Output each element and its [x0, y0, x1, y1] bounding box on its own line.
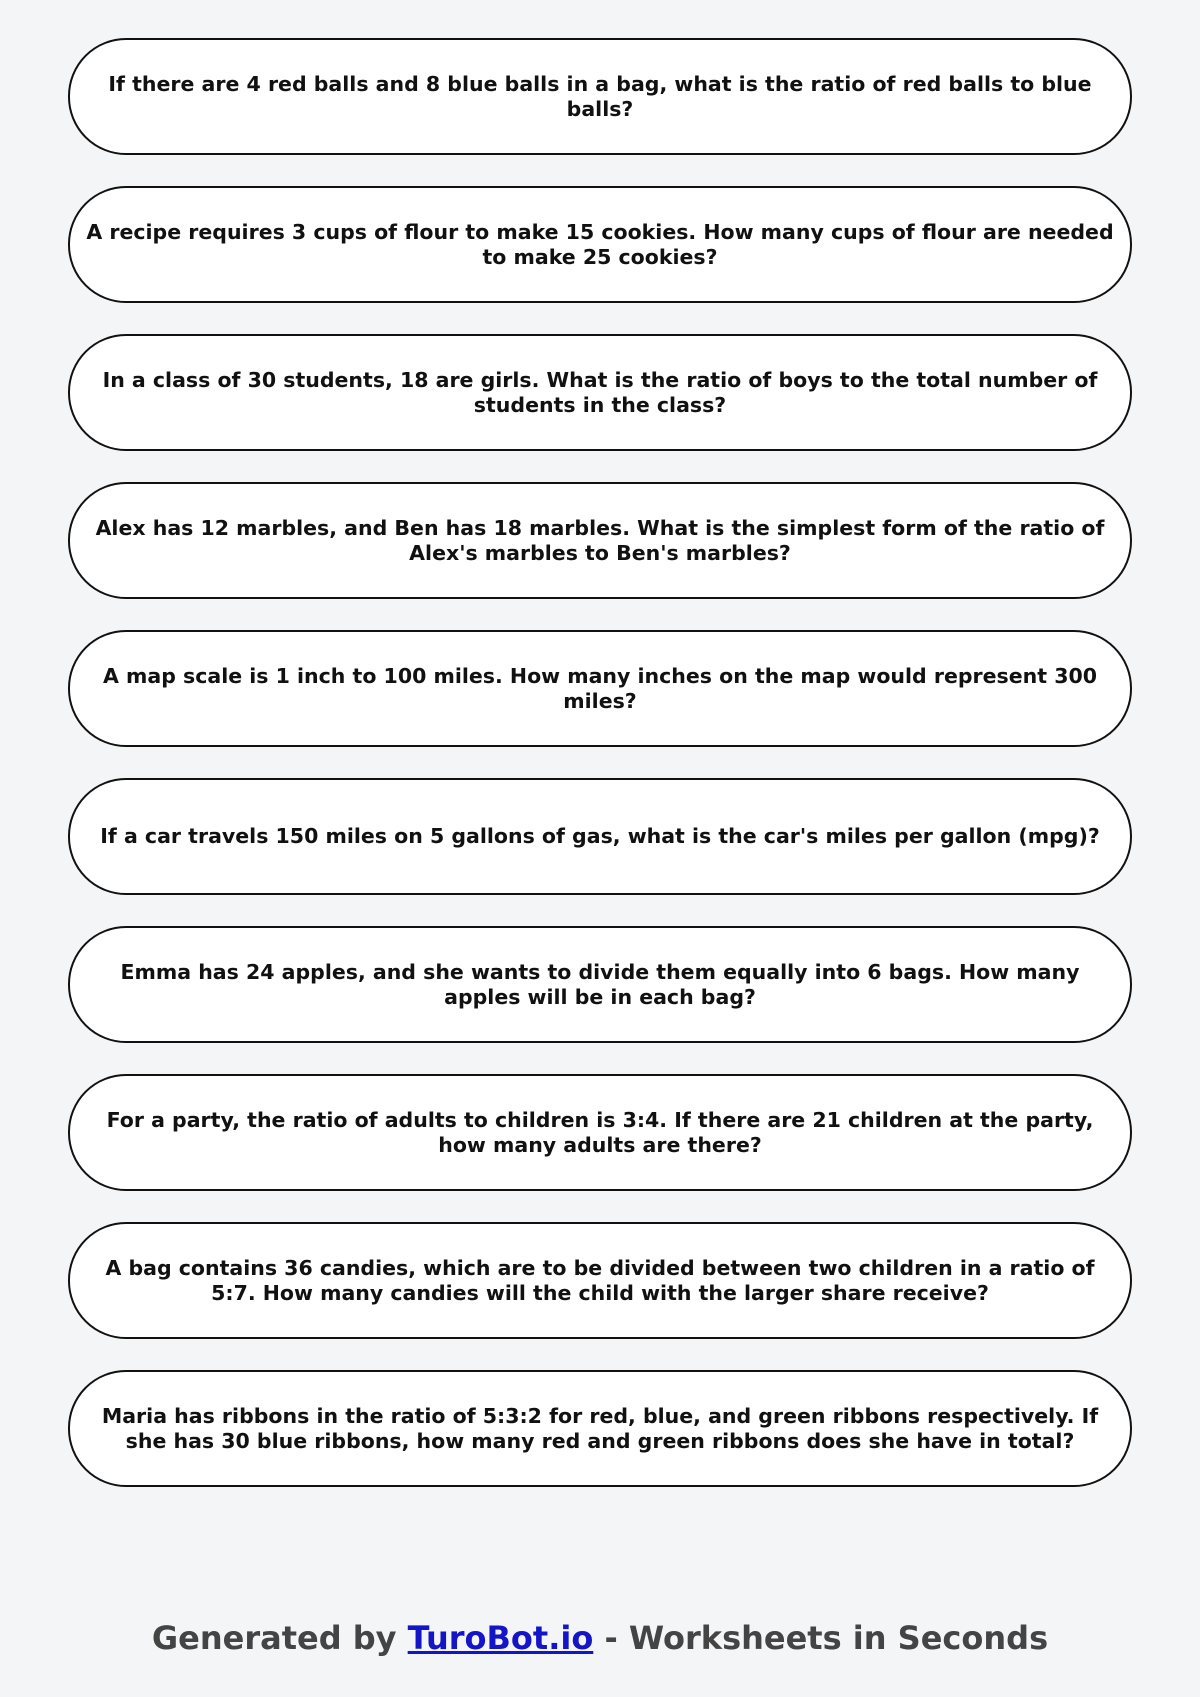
question-card	[68, 778, 1132, 895]
question-text: Alex has 12 marbles, and Ben has 18 marbles. What is the simplest form of the ratio of Alex's marbles to Ben's marbles?	[95, 515, 1105, 565]
turobot-link[interactable]: TuroBot.io	[407, 1619, 594, 1657]
question-list	[68, 38, 1132, 1518]
question-text: A bag contains 36 candies, which are to be divided between two children in a ratio of 5:7. How many candies will the child with the larger share receive?	[105, 1255, 1095, 1305]
question-text: Emma has 24 apples, and she wants to divide them equally into 6 bags. How many apples will be in each bag?	[120, 959, 1080, 1009]
question-text: For a party, the ratio of adults to children is 3:4. If there are 21 children at the party, how many adults are there?	[106, 1107, 1094, 1157]
question-card	[68, 1370, 1132, 1487]
question-card	[68, 1222, 1132, 1339]
footer-suffix: - Worksheets in Seconds	[593, 1619, 1049, 1657]
question-text: Maria has ribbons in the ratio of 5:3:2 for red, blue, and green ribbons respectively. If she has 30 blue ribbons, how many red and green ribbons does she have in total?	[101, 1403, 1099, 1453]
question-card	[68, 38, 1132, 155]
question-card	[68, 482, 1132, 599]
question-card	[68, 186, 1132, 303]
question-text: A map scale is 1 inch to 100 miles. How many inches on the map would represent 300 miles?	[103, 663, 1097, 713]
question-text: If a car travels 150 miles on 5 gallons of gas, what is the car's miles per gallon (mpg)?	[100, 824, 1100, 848]
footer-credit	[0, 1612, 1200, 1664]
question-card	[68, 926, 1132, 1043]
footer-prefix: Generated by	[151, 1619, 408, 1657]
question-card	[68, 1074, 1132, 1191]
question-text: A recipe requires 3 cups of flour to make 15 cookies. How many cups of flour are needed to make 25 cookies?	[86, 219, 1114, 269]
question-text: In a class of 30 students, 18 are girls. What is the ratio of boys to the total number of students in the class?	[102, 367, 1098, 417]
question-card	[68, 630, 1132, 747]
question-card	[68, 334, 1132, 451]
question-text: If there are 4 red balls and 8 blue balls in a bag, what is the ratio of red balls to blue balls?	[108, 71, 1092, 121]
